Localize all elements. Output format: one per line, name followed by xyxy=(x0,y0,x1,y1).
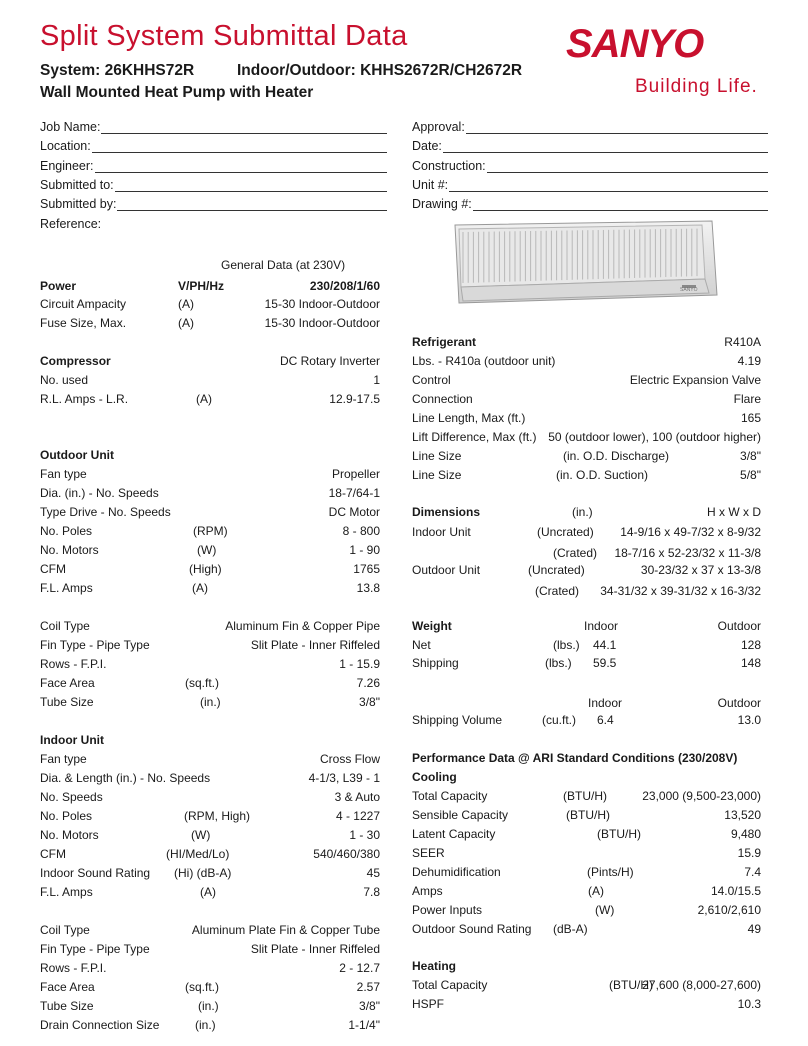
spec-value: 8 - 800 xyxy=(342,524,380,538)
weight-indoor-value: 44.1 xyxy=(593,638,617,652)
spec-unit: (sq.ft.) xyxy=(185,980,220,994)
volume-outdoor-value: 13.0 xyxy=(737,713,761,727)
spec-unit: (RPM) xyxy=(193,524,228,538)
cooling-label: SEER xyxy=(412,846,445,860)
spec-label: Indoor Unit xyxy=(40,733,104,747)
form-label: Reference: xyxy=(40,216,102,231)
spec-unit: (in.) xyxy=(195,1018,216,1032)
weight-unit: (lbs.) xyxy=(545,656,572,670)
spec-unit: (Crated) xyxy=(553,546,598,560)
spec-unit: (HI/Med/Lo) xyxy=(166,847,230,861)
heating-value: 10.3 xyxy=(737,997,761,1011)
heating-label: HSPF xyxy=(412,997,445,1011)
spec-unit: (A) xyxy=(200,885,216,899)
spec-label: Lbs. - R410a (outdoor unit) xyxy=(412,354,556,368)
form-label: Submitted by: xyxy=(40,197,117,212)
spec-label: Connection xyxy=(412,392,473,406)
cooling-value: 15.9 xyxy=(737,846,761,860)
spec-label: Lift Difference, Max (ft.) xyxy=(412,430,537,444)
spec-value: 1 - 30 xyxy=(349,828,380,842)
spec-value: 45 xyxy=(366,866,380,880)
cooling-value: 49 xyxy=(747,922,761,936)
form-label: Approval: xyxy=(412,120,465,134)
spec-label: Circuit Ampacity xyxy=(40,297,127,311)
cooling-label: Amps xyxy=(412,884,443,898)
form-label: Engineer: xyxy=(40,158,94,173)
spec-label: Fuse Size, Max. xyxy=(40,316,127,330)
spec-value: Slit Plate - Inner Riffeled xyxy=(250,942,380,956)
spec-label: Fan type xyxy=(40,467,87,481)
cooling-label: Total Capacity xyxy=(412,789,488,803)
spec-value: 1765 xyxy=(353,562,380,576)
spec-value: 1 xyxy=(373,373,380,387)
cooling-label: Sensible Capacity xyxy=(412,808,509,822)
spec-label: Line Length, Max (ft.) xyxy=(412,411,526,425)
volume-outdoor-header: Outdoor xyxy=(717,696,761,710)
spec-value: Cross Flow xyxy=(319,752,380,766)
spec-unit: (Uncrated) xyxy=(537,525,594,539)
spec-label: F.L. Amps xyxy=(40,581,93,595)
spec-label: Drain Connection Size xyxy=(40,1018,160,1032)
spec-label: Line Size xyxy=(412,449,462,463)
spec-value: DC Motor xyxy=(328,505,380,519)
spec-label: Type Drive - No. Speeds xyxy=(40,505,171,519)
spec-value: 30-23/32 x 37 x 13-3/8 xyxy=(640,563,761,577)
weight-outdoor-value: 148 xyxy=(740,656,761,670)
spec-value: 12.9-17.5 xyxy=(329,392,380,406)
form-label: Unit #: xyxy=(412,177,449,192)
cooling-label: Outdoor Sound Rating xyxy=(412,922,532,936)
form-label: Construction: xyxy=(412,158,486,173)
spec-label: R.L. Amps - L.R. xyxy=(40,392,129,406)
spec-value: Electric Expansion Valve xyxy=(629,373,761,387)
indoor-unit-image xyxy=(447,215,722,307)
spec-unit: (High) xyxy=(189,562,222,576)
spec-unit: (in. O.D. Discharge) xyxy=(563,449,670,463)
spec-value: 15-30 Indoor-Outdoor xyxy=(264,297,380,311)
spec-label: Rows - F.P.I. xyxy=(40,657,107,671)
spec-value: 3/8" xyxy=(359,999,380,1013)
cooling-value: 9,480 xyxy=(730,827,761,841)
spec-label: Outdoor Unit xyxy=(40,448,114,462)
cooling-unit: (BTU/H) xyxy=(566,808,610,822)
spec-value: 13.8 xyxy=(356,581,380,595)
spec-value: 18-7/16 x 52-23/32 x 11-3/8 xyxy=(614,546,761,560)
form-field-line[interactable] xyxy=(115,191,387,192)
weight-title: Weight xyxy=(412,619,452,633)
form-field-line[interactable] xyxy=(473,210,768,211)
spec-label: Fin Type - Pipe Type xyxy=(40,942,150,956)
weight-label: Net xyxy=(412,638,431,652)
spec-label: Dia. & Length (in.) - No. Speeds xyxy=(40,771,211,785)
cooling-value: 13,520 xyxy=(724,808,761,822)
spec-label: Compressor xyxy=(40,354,111,368)
spec-label: Tube Size xyxy=(40,695,94,709)
spec-label: CFM xyxy=(40,562,66,576)
cooling-label: Latent Capacity xyxy=(412,827,496,841)
spec-label: Fin Type - Pipe Type xyxy=(40,638,150,652)
form-field-line[interactable] xyxy=(487,172,768,173)
spec-label: Rows - F.P.I. xyxy=(40,961,107,975)
spec-value: 15-30 Indoor-Outdoor xyxy=(264,316,380,330)
spec-value: 3/8" xyxy=(359,695,380,709)
spec-value: 2.57 xyxy=(356,980,380,994)
spec-label: Coil Type xyxy=(40,923,90,937)
spec-label: No. Poles xyxy=(40,809,93,823)
spec-label: Indoor Sound Rating xyxy=(40,866,151,880)
cooling-label: Power Inputs xyxy=(412,903,483,917)
spec-unit: (A) xyxy=(192,581,208,595)
spec-value: DC Rotary Inverter xyxy=(279,354,380,368)
system-model: System: 26KHHS72R xyxy=(40,62,195,79)
spec-value: 540/460/380 xyxy=(313,847,380,861)
spec-value: 1 - 15.9 xyxy=(339,657,380,671)
spec-label: Face Area xyxy=(40,980,95,994)
spec-unit: (sq.ft.) xyxy=(185,676,220,690)
spec-label: CFM xyxy=(40,847,66,861)
spec-label: F.L. Amps xyxy=(40,885,93,899)
spec-label: No. Motors xyxy=(40,828,99,842)
weight-outdoor-header: Outdoor xyxy=(717,619,761,633)
spec-value: 4 - 1227 xyxy=(335,809,380,823)
form-field-line[interactable] xyxy=(443,152,768,153)
spec-value: 3/8" xyxy=(740,449,761,463)
spec-unit: (in.) xyxy=(572,505,593,519)
spec-label: No. Motors xyxy=(40,543,99,557)
spec-value: 1 - 90 xyxy=(349,543,380,557)
spec-value: 18-7/64-1 xyxy=(328,486,380,500)
volume-indoor-value: 6.4 xyxy=(597,713,614,727)
spec-unit: (A) xyxy=(178,316,194,330)
spec-value: 1-1/4" xyxy=(348,1018,380,1032)
form-field-line[interactable] xyxy=(101,133,387,134)
spec-value: Propeller xyxy=(331,467,380,481)
weight-indoor-value: 59.5 xyxy=(593,656,617,670)
cooling-unit: (A) xyxy=(588,884,604,898)
form-label: Location: xyxy=(40,139,91,154)
form-label: Date: xyxy=(412,139,442,154)
form-field-line[interactable] xyxy=(117,210,387,211)
spec-unit: (Hi) (dB-A) xyxy=(174,866,232,880)
spec-label: Indoor Unit xyxy=(412,525,471,539)
spec-unit: (in.) xyxy=(200,695,221,709)
spec-value: 165 xyxy=(740,411,761,425)
cooling-unit: (dB-A) xyxy=(553,922,588,936)
spec-unit: (A) xyxy=(178,297,194,311)
spec-unit: (in. O.D. Suction) xyxy=(556,468,649,482)
cooling-unit: (Pints/H) xyxy=(587,865,634,879)
spec-unit: (RPM, High) xyxy=(184,809,251,823)
spec-value: 7.8 xyxy=(363,885,380,899)
spec-label: Line Size xyxy=(412,468,462,482)
cooling-label: Dehumidification xyxy=(412,865,501,879)
volume-indoor-header: Indoor xyxy=(588,696,623,710)
spec-value: 14-9/16 x 49-7/32 x 8-9/32 xyxy=(620,525,761,539)
spec-label: Dia. (in.) - No. Speeds xyxy=(40,486,159,500)
cooling-title: Cooling xyxy=(412,770,457,784)
spec-unit: (A) xyxy=(196,392,212,406)
spec-value: R410A xyxy=(724,335,761,349)
spec-label: Control xyxy=(412,373,451,387)
spec-unit: (W) xyxy=(191,828,211,842)
spec-unit: (in.) xyxy=(198,999,219,1013)
spec-value: 4.19 xyxy=(737,354,761,368)
weight-outdoor-value: 128 xyxy=(740,638,761,652)
volume-label: Shipping Volume xyxy=(412,713,503,727)
spec-value: 5/8" xyxy=(740,468,761,482)
general-data-title: General Data (at 230V) xyxy=(221,258,346,272)
spec-label: No. Poles xyxy=(40,524,93,538)
spec-unit: (Crated) xyxy=(535,584,580,598)
form-field-line[interactable] xyxy=(466,133,768,134)
product-description: Wall Mounted Heat Pump with Heater xyxy=(40,84,314,101)
spec-value: Aluminum Plate Fin & Copper Tube xyxy=(191,923,380,937)
heating-label: Total Capacity xyxy=(412,978,488,992)
spec-value: 50 (outdoor lower), 100 (outdoor higher) xyxy=(548,430,761,444)
cooling-unit: (BTU/H) xyxy=(597,827,641,841)
spec-label: Outdoor Unit xyxy=(412,563,481,577)
cooling-value: 14.0/15.5 xyxy=(710,884,761,898)
form-field-line[interactable] xyxy=(449,191,768,192)
spec-value: 4-1/3, L39 - 1 xyxy=(308,771,380,785)
unit-badge: SANYO xyxy=(680,287,698,293)
spec-label: No. used xyxy=(40,373,89,387)
spec-label: Fan type xyxy=(40,752,87,766)
cooling-value: 7.4 xyxy=(744,865,761,879)
heating-value: 27,600 (8,000-27,600) xyxy=(642,978,761,992)
spec-label: Dimensions xyxy=(412,505,481,519)
spec-value: Slit Plate - Inner Riffeled xyxy=(250,638,380,652)
spec-value: 230/208/1/60 xyxy=(309,279,380,293)
weight-unit: (lbs.) xyxy=(553,638,580,652)
spec-value: Flare xyxy=(733,392,761,406)
weight-label: Shipping xyxy=(412,656,459,670)
form-field-line[interactable] xyxy=(92,152,387,153)
brand-tagline: Building Life. xyxy=(635,76,758,97)
spec-value: 34-31/32 x 39-31/32 x 16-3/32 xyxy=(600,584,761,598)
cooling-value: 23,000 (9,500-23,000) xyxy=(642,789,761,803)
spec-unit: (Uncrated) xyxy=(528,563,585,577)
cooling-unit: (BTU/H) xyxy=(563,789,607,803)
spec-value: 2 - 12.7 xyxy=(339,961,380,975)
spec-unit: (W) xyxy=(197,543,217,557)
spec-label: Face Area xyxy=(40,676,95,690)
form-label: Drawing #: xyxy=(412,197,472,212)
spec-value: H x W x D xyxy=(707,505,761,519)
spec-unit: V/PH/Hz xyxy=(178,279,225,293)
cooling-value: 2,610/2,610 xyxy=(697,903,761,917)
cooling-unit: (W) xyxy=(595,903,615,917)
sanyo-logo: SANYO xyxy=(566,22,704,66)
volume-unit: (cu.ft.) xyxy=(542,713,577,727)
spec-label: No. Speeds xyxy=(40,790,103,804)
spec-label: Coil Type xyxy=(40,619,90,633)
indoor-outdoor-model: Indoor/Outdoor: KHHS2672R/CH2672R xyxy=(237,62,523,79)
form-label: Submitted to: xyxy=(40,177,114,192)
page-title: Split System Submittal Data xyxy=(40,20,408,52)
form-field-line[interactable] xyxy=(95,172,387,173)
performance-title: Performance Data @ ARI Standard Conditions (230/208V) xyxy=(412,751,738,765)
spec-value: 7.26 xyxy=(356,676,380,690)
form-label: Job Name: xyxy=(40,120,101,134)
spec-value: 3 & Auto xyxy=(334,790,380,804)
spec-label: Tube Size xyxy=(40,999,94,1013)
spec-label: Power xyxy=(40,279,77,293)
spec-value: Aluminum Fin & Copper Pipe xyxy=(225,619,380,633)
heating-unit: (BTU/H) xyxy=(609,978,653,992)
spec-label: Refrigerant xyxy=(412,335,477,349)
weight-indoor-header: Indoor xyxy=(584,619,619,633)
heating-title: Heating xyxy=(412,959,457,973)
